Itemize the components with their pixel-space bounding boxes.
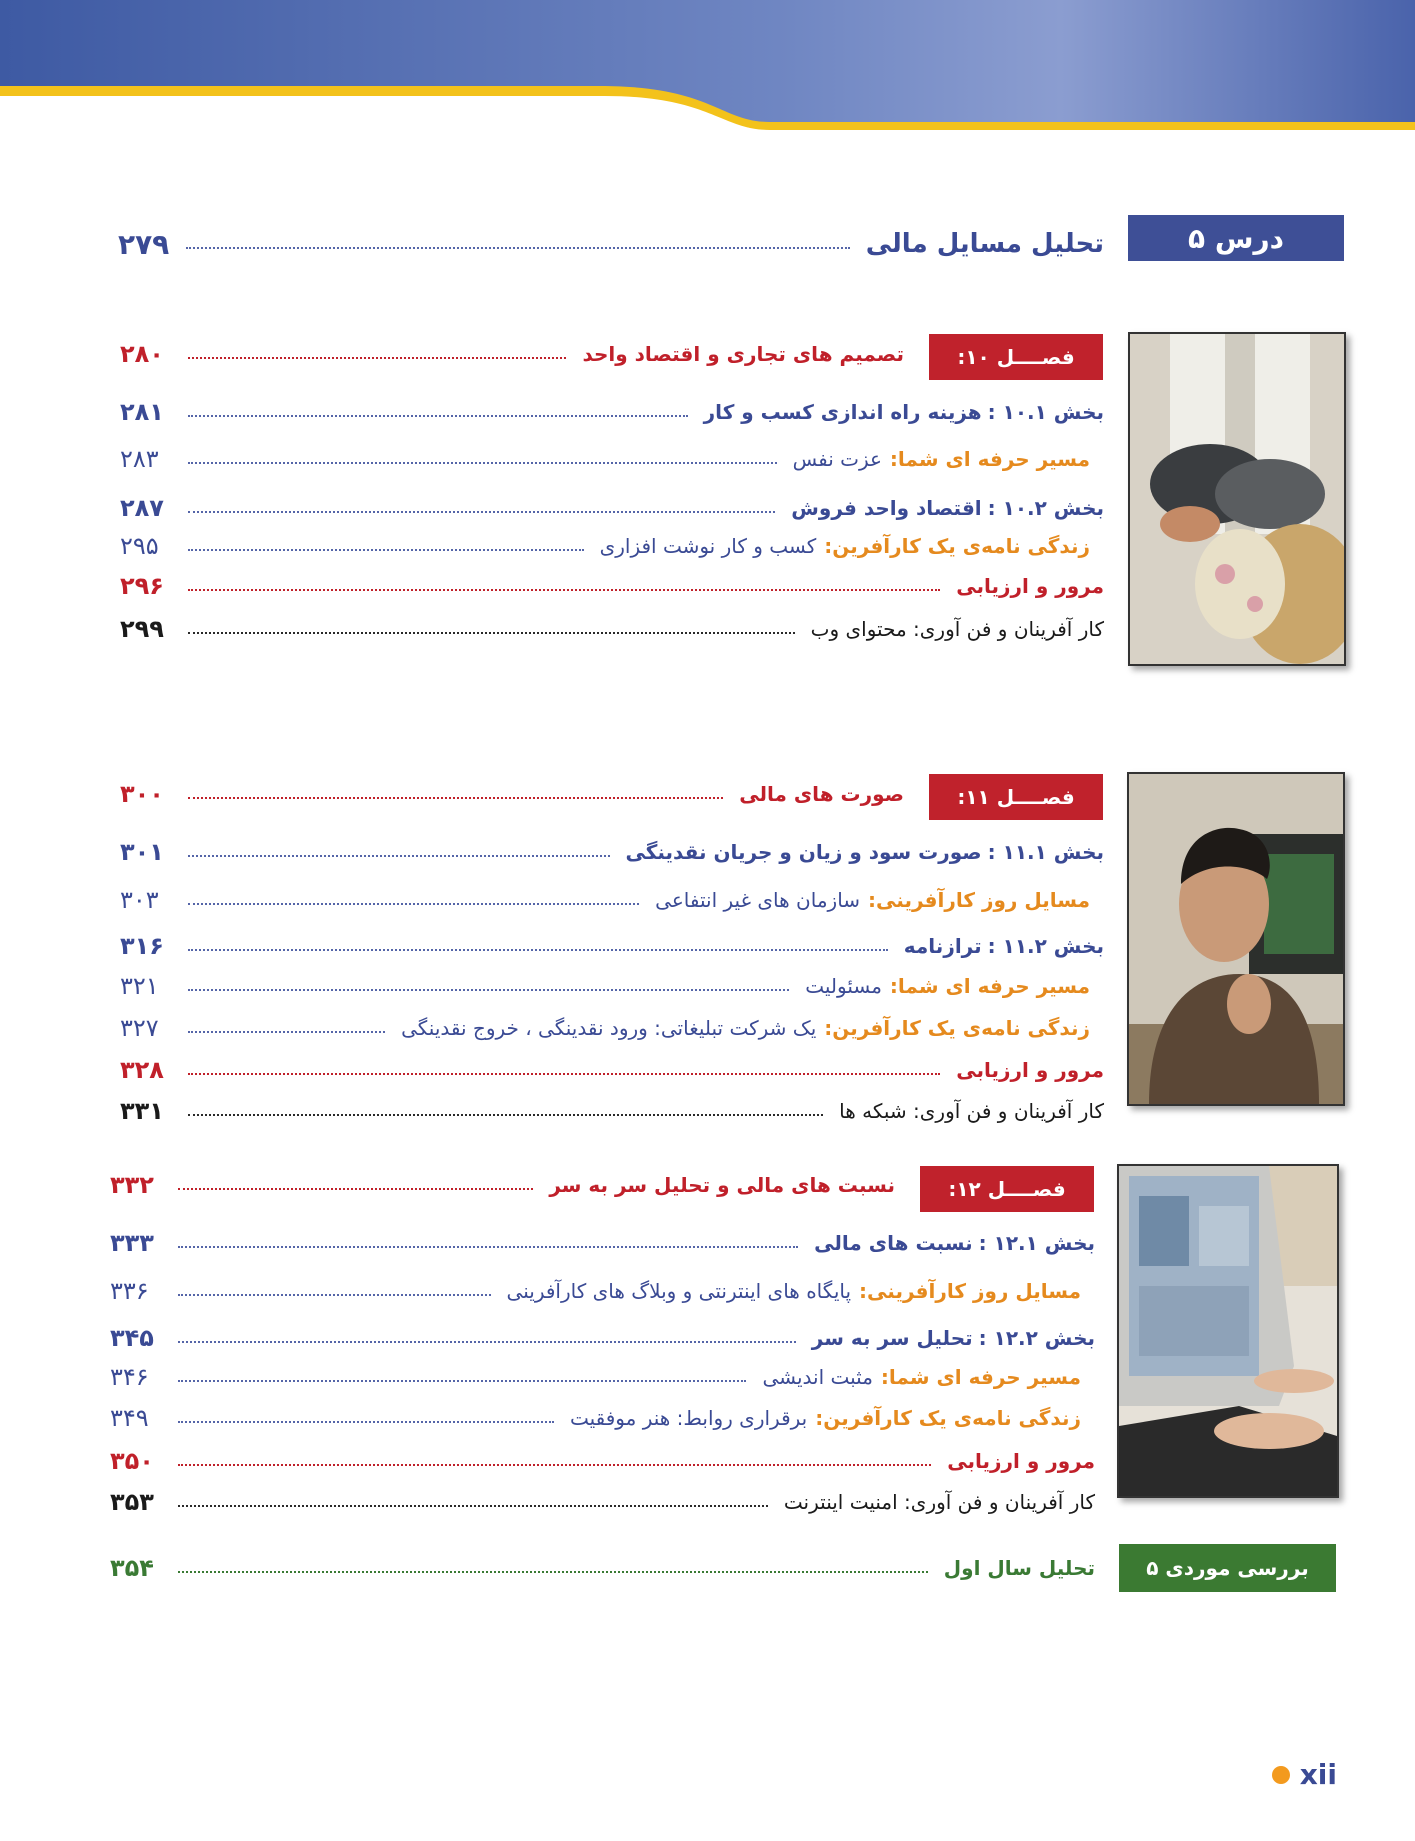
leader-dots xyxy=(178,1421,554,1423)
toc-entry[interactable] xyxy=(120,966,1090,1006)
chapter-11-page: ۳۰۰ xyxy=(120,780,164,808)
chapter-10-row[interactable] xyxy=(120,334,904,374)
entry-title: کار آفرینان و فن آوری: محتوای وب xyxy=(810,617,1104,641)
chapter-10-title: تصمیم های تجاری و اقتصاد واحد xyxy=(582,342,904,366)
leader-dots xyxy=(188,632,795,634)
unit-label: درس ۵ xyxy=(1188,221,1284,255)
leader-dots xyxy=(188,589,940,591)
entry-page: ۲۹۶ xyxy=(120,572,164,600)
entry-title: صورت سود و زیان و جریان نقدینگی xyxy=(625,840,982,864)
page-number-text: xii xyxy=(1299,1758,1337,1791)
entry-page: ۳۴۶ xyxy=(110,1363,149,1391)
header-band xyxy=(0,0,1415,150)
entry-title: ترازنامه xyxy=(903,934,982,958)
toc-entry[interactable] xyxy=(120,609,1104,649)
entry-page: ۲۸۷ xyxy=(120,494,164,522)
entry-lead: مسیر حرفه ای شما: xyxy=(880,1365,1081,1389)
leader-dots xyxy=(178,1294,491,1296)
toc-entry[interactable] xyxy=(110,1398,1081,1438)
entry-title: اقتصاد واحد فروش xyxy=(791,496,982,520)
entry-lead: مرور و ارزیابی xyxy=(956,574,1104,598)
leader-dots xyxy=(188,462,777,464)
chapter-11-row[interactable] xyxy=(120,774,904,814)
entry-lead: مسایل روز کارآفرینی: xyxy=(859,1279,1081,1303)
toc-entry[interactable] xyxy=(120,439,1090,479)
chapter-12-page: ۳۳۲ xyxy=(110,1171,154,1199)
entry-page: ۲۹۹ xyxy=(120,615,164,643)
entry-title: تحلیل سر به سر xyxy=(811,1326,973,1350)
leader-dots xyxy=(178,1380,746,1382)
leader-dots xyxy=(188,797,723,799)
case-study-label-box xyxy=(1119,1544,1336,1592)
chapter-11-title: صورت های مالی xyxy=(739,782,904,806)
entry-lead: مسیر حرفه ای شما: xyxy=(889,447,1090,471)
entry-lead: بخش ۱۲.۲ : xyxy=(978,1326,1095,1350)
entry-title: یک شرکت تبلیغاتی: ورود نقدینگی ، خروج نقدینگی xyxy=(401,1016,817,1040)
entry-lead: بخش ۱۰.۱ : xyxy=(987,400,1104,424)
entry-page: ۳۳۶ xyxy=(110,1277,149,1305)
entry-page: ۲۸۱ xyxy=(120,398,164,426)
toc-entry[interactable] xyxy=(110,1318,1095,1358)
chapter-12-label: فصــــل ۱۲: xyxy=(948,1177,1066,1201)
entry-page: ۳۵۰ xyxy=(110,1447,154,1475)
chapter-11-label-box xyxy=(929,774,1103,820)
unit-page: ۲۷۹ xyxy=(118,227,170,261)
case-study-page: ۳۵۴ xyxy=(110,1554,154,1582)
entry-lead: مرور و ارزیابی xyxy=(956,1058,1104,1082)
entry-title: کار آفرینان و فن آوری: امنیت اینترنت xyxy=(783,1490,1095,1514)
toc-entry[interactable] xyxy=(120,1091,1104,1131)
toc-entry[interactable] xyxy=(120,1008,1090,1048)
leader-dots xyxy=(186,247,850,249)
leader-dots xyxy=(188,1031,385,1033)
unit-title: تحلیل مسایل مالی xyxy=(865,229,1104,259)
entry-title: مسئولیت xyxy=(805,974,882,998)
leader-dots xyxy=(188,949,888,951)
entry-title: پایگاه های اینترنتی و وبلاگ های کارآفرینی xyxy=(506,1279,852,1303)
entry-title: هزینه راه اندازی کسب و کار xyxy=(703,400,982,424)
chapter-12-label-box xyxy=(920,1166,1094,1212)
leader-dots xyxy=(178,1341,796,1343)
leader-dots xyxy=(188,511,775,513)
leader-dots xyxy=(188,549,584,551)
entry-title: برقراری روابط: هنر موفقیت xyxy=(569,1406,808,1430)
toc-entry[interactable] xyxy=(120,926,1104,966)
leader-dots xyxy=(188,1073,940,1075)
entry-page: ۳۳۳ xyxy=(110,1229,154,1257)
leader-dots xyxy=(178,1505,768,1507)
entry-page: ۲۹۵ xyxy=(120,532,159,560)
leader-dots xyxy=(178,1464,931,1466)
entry-lead: مسایل روز کارآفرینی: xyxy=(868,888,1090,912)
entry-page: ۳۲۱ xyxy=(120,972,159,1000)
leader-dots xyxy=(188,357,566,359)
toc-entry[interactable] xyxy=(110,1271,1081,1311)
entry-page: ۳۳۱ xyxy=(120,1097,164,1125)
entry-page: ۳۲۷ xyxy=(120,1014,159,1042)
chapter-12-row[interactable] xyxy=(110,1165,895,1205)
entry-page: ۲۸۳ xyxy=(120,445,159,473)
toc-entry[interactable] xyxy=(120,566,1104,606)
entry-lead: زندگی نامه‌ی یک کارآفرین: xyxy=(815,1406,1081,1430)
case-study-row[interactable] xyxy=(110,1548,1095,1588)
leader-dots xyxy=(188,989,789,991)
chapter-11-label: فصــــل ۱۱: xyxy=(957,785,1075,809)
entry-lead: بخش ۱۱.۱ : xyxy=(987,840,1104,864)
case-study-title: تحلیل سال اول xyxy=(943,1556,1095,1580)
entry-lead: زندگی نامه‌ی یک کارآفرین: xyxy=(824,534,1090,558)
entry-lead: بخش ۱۱.۲ : xyxy=(987,934,1104,958)
entry-lead: بخش ۱۰.۲ : xyxy=(987,496,1104,520)
entry-title: کار آفرینان و فن آوری: شبکه ها xyxy=(839,1099,1104,1123)
entry-lead: مسیر حرفه ای شما: xyxy=(889,974,1090,998)
chapter-12-title: نسبت های مالی و تحلیل سر به سر xyxy=(549,1173,895,1197)
toc-entry[interactable] xyxy=(120,488,1104,528)
toc-entry[interactable] xyxy=(120,880,1090,920)
leader-dots xyxy=(188,1114,823,1116)
toc-entry[interactable] xyxy=(120,526,1090,566)
unit-label-box xyxy=(1128,215,1344,261)
leader-dots xyxy=(178,1188,533,1190)
entry-page: ۳۰۳ xyxy=(120,886,159,914)
entry-title: نسبت های مالی xyxy=(814,1231,973,1255)
case-study-label: بررسی موردی ۵ xyxy=(1146,1556,1309,1580)
entry-title: عزت نفس xyxy=(792,447,882,471)
chapter-10-label: فصــــل ۱۰: xyxy=(957,345,1075,369)
entry-page: ۳۴۵ xyxy=(110,1324,154,1352)
entry-lead: مرور و ارزیابی xyxy=(947,1449,1095,1473)
leader-dots xyxy=(178,1246,798,1248)
entry-title: کسب و کار نوشت افزاری xyxy=(599,534,817,558)
leader-dots xyxy=(178,1571,928,1573)
entry-page: ۳۴۹ xyxy=(110,1404,149,1432)
chapter-12-photo xyxy=(1117,1164,1339,1498)
page-number xyxy=(1272,1758,1337,1791)
toc-entry[interactable] xyxy=(110,1441,1095,1481)
toc-entry[interactable] xyxy=(110,1357,1081,1397)
chapter-10-label-box xyxy=(929,334,1103,380)
entry-page: ۳۵۳ xyxy=(110,1488,154,1516)
entry-lead: بخش ۱۲.۱ : xyxy=(978,1231,1095,1255)
bullet-dot-icon xyxy=(1272,1766,1290,1784)
toc-entry[interactable] xyxy=(120,1050,1104,1090)
entry-title: مثبت اندیشی xyxy=(762,1365,873,1389)
entry-page: ۳۲۸ xyxy=(120,1056,164,1084)
toc-entry[interactable] xyxy=(110,1223,1095,1263)
chapter-10-photo xyxy=(1128,332,1346,666)
leader-dots xyxy=(188,415,688,417)
toc-entry[interactable] xyxy=(110,1482,1095,1522)
entry-page: ۳۱۶ xyxy=(120,932,164,960)
entry-lead: زندگی نامه‌ی یک کارآفرین: xyxy=(824,1016,1090,1040)
leader-dots xyxy=(188,903,639,905)
toc-entry[interactable] xyxy=(120,392,1104,432)
toc-entry[interactable] xyxy=(120,832,1104,872)
leader-dots xyxy=(188,855,610,857)
entry-title: سازمان های غیر انتفاعی xyxy=(655,888,861,912)
unit-row[interactable] xyxy=(118,224,1104,264)
entry-page: ۳۰۱ xyxy=(120,838,164,866)
chapter-10-page: ۲۸۰ xyxy=(120,340,164,368)
chapter-11-photo xyxy=(1127,772,1345,1106)
